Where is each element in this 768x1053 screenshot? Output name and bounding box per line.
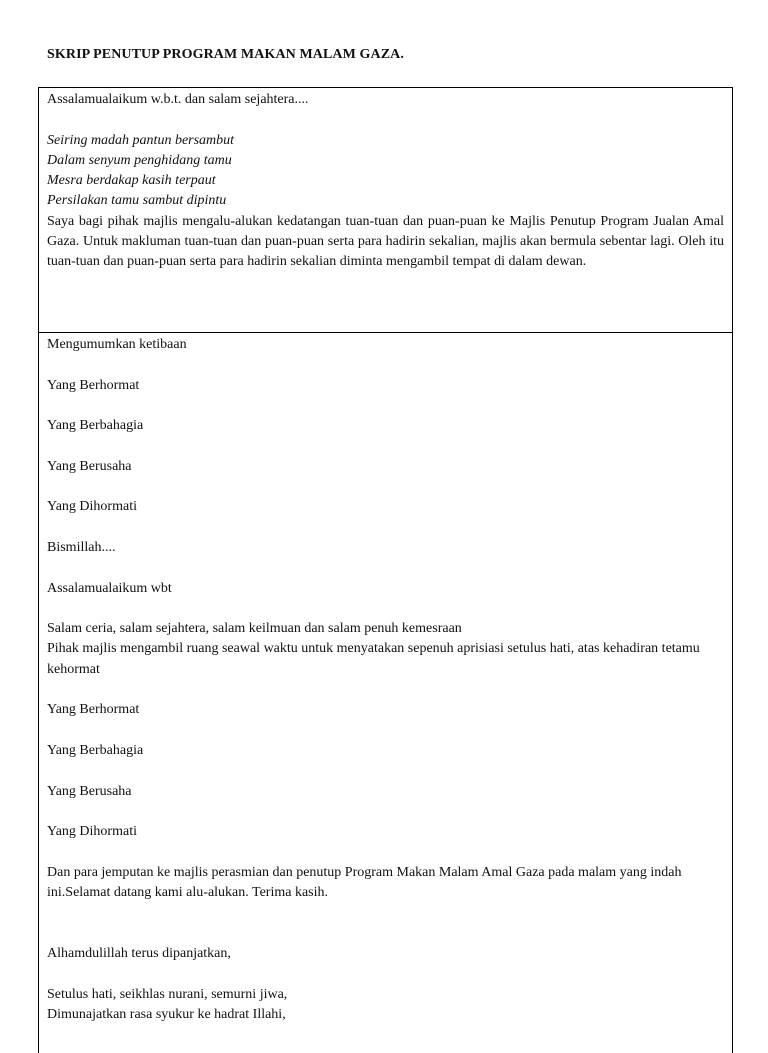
opening-greeting: Assalamualaikum w.b.t. dan salam sejahtera.... — [47, 92, 309, 107]
pantun-line: Mesra berdakap kasih terpaut — [47, 173, 216, 189]
honorific-line: Yang Dihormati — [47, 824, 137, 840]
bismillah-line: Bismillah.... — [47, 539, 116, 555]
main-cell — [39, 333, 732, 1053]
honorific-line: Yang Berusaha — [47, 783, 132, 799]
pantun-line: Persilakan tamu sambut dipintu — [47, 193, 227, 209]
pantun-line: Dalam senyum penghidang tamu — [47, 152, 232, 168]
honorific-line: Yang Dihormati — [47, 499, 137, 515]
closing-line: Setulus hati, seikhlas nurani, semurni jiwa, — [47, 986, 288, 1002]
honorific-line: Yang Berhormat — [47, 702, 140, 718]
pantun-line: Seiring madah pantun bersambut — [47, 132, 235, 148]
closing-line: Dimunajatkan rasa syukur ke hadrat Illahi, — [47, 1006, 286, 1022]
salam-ceria-line: Salam ceria, salam sejahtera, salam keilmuan dan salam penuh kemesraan — [47, 621, 462, 637]
honorific-line: Yang Berbahagia — [47, 418, 144, 434]
salam-line: Assalamualaikum wbt — [47, 580, 172, 596]
appreciation-paragraph: Pihak majlis mengambil ruang seawal waktu untuk menyatakan sepenuh aprisiasi setulus hati, atas kehadiran tetamu kehormat — [47, 641, 700, 677]
script-table — [38, 87, 733, 1053]
invitation-paragraph: Dan para jemputan ke majlis perasmian dan penutup Program Makan Malam Amal Gaza pada malam yang indah ini.Selamat datang kami alu-alukan. Terima kasih. — [47, 864, 682, 901]
alhamdulillah-line: Alhamdulillah terus dipanjatkan, — [47, 945, 231, 961]
honorific-line: Yang Berusaha — [47, 458, 132, 474]
pantun-block — [47, 131, 724, 212]
opening-cell — [39, 88, 732, 333]
welcome-paragraph: Saya bagi pihak majlis mengalu-alukan kedatangan tuan-tuan dan puan-puan ke Majlis Penutup Program Jualan Amal Gaza. Untuk makluman tuan-tuan dan puan-puan serta para hadirin sekalian, majlis akan bermula sebentar lagi. Oleh itu tuan-tuan dan puan-puan serta para hadirin sekalian diminta mengambil tempat di dalam dewan. — [47, 213, 724, 270]
page-title: SKRIP PENUTUP PROGRAM MAKAN MALAM GAZA. — [47, 47, 404, 62]
honorific-line: Yang Berbahagia — [47, 742, 144, 758]
announcement-line: Mengumumkan ketibaan — [47, 337, 187, 352]
honorific-line: Yang Berhormat — [47, 377, 140, 393]
